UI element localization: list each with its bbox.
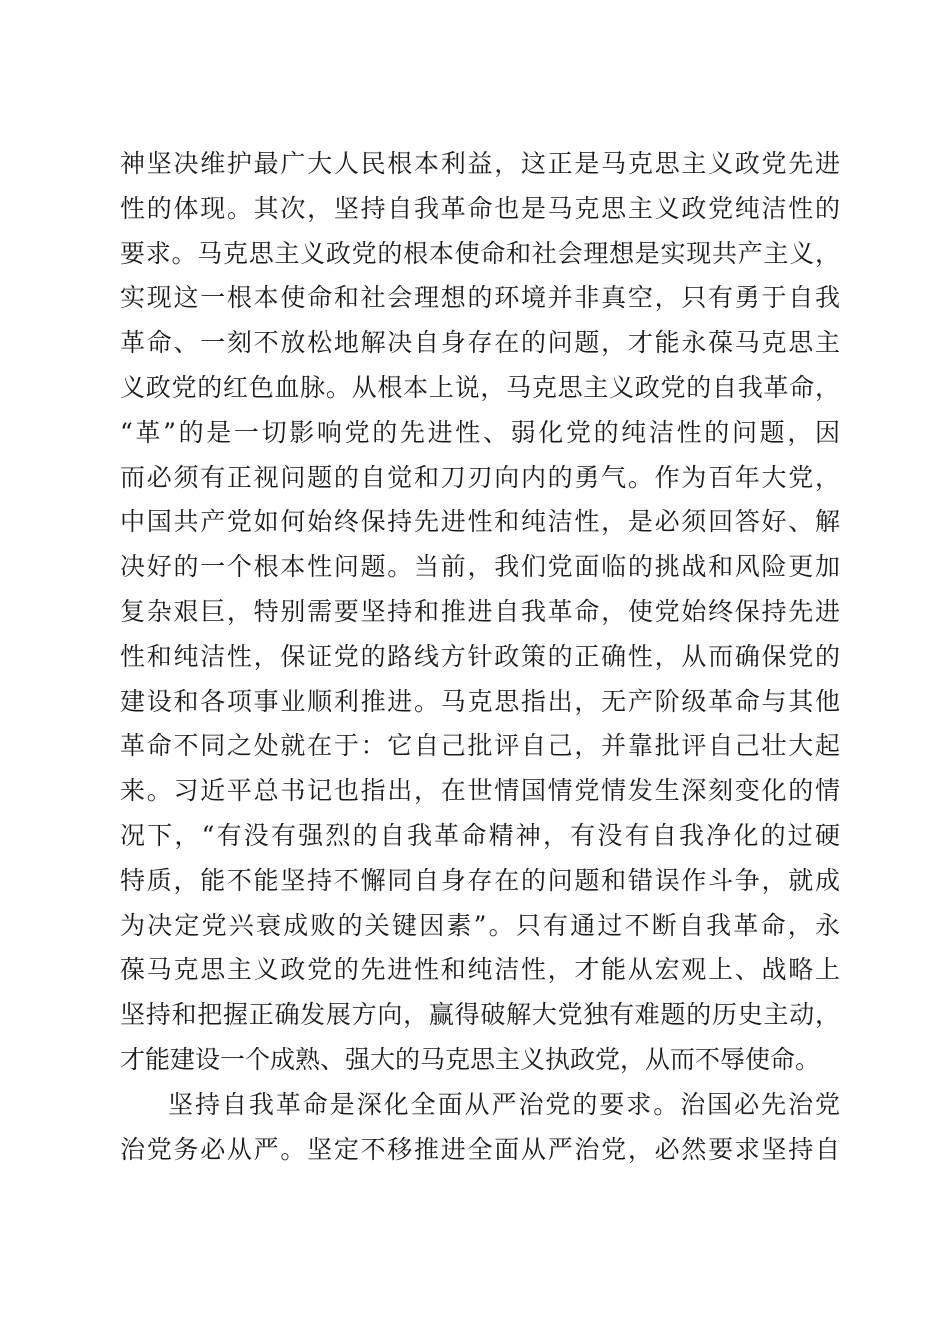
- text-line: 革命、一刻不放松地解决自身存在的问题，才能永葆马克思主: [120, 328, 840, 358]
- text-line: 义政党的红色血脉。从根本上说，马克思主义政党的自我革命，: [120, 372, 840, 402]
- text-line: 革命不同之处就在于：它自己批评自己，并靠批评自己壮大起: [120, 731, 840, 761]
- text-line: 葆马克思主义政党的先进性和纯洁性，才能从宏观上、战略上: [120, 955, 840, 985]
- text-line: 才能建设一个成熟、强大的马克思主义执政党，从而不辱使命。: [120, 1044, 821, 1074]
- text-line: 性的体现。其次，坚持自我革命也是马克思主义政党纯洁性的: [120, 193, 840, 223]
- text-line: 治党务必从严。坚定不移推进全面从严治党，必然要求坚持自: [120, 1134, 840, 1164]
- text-line: 性和纯洁性，保证党的路线方针政策的正确性，从而确保党的: [120, 641, 840, 671]
- text-line: 为决定党兴衰成败的关键因素”。只有通过不断自我革命，永: [120, 910, 840, 940]
- text-line: 况下，“有没有强烈的自我革命精神，有没有自我净化的过硬: [120, 820, 840, 850]
- text-line: 来。习近平总书记也指出，在世情国情党情发生深刻变化的情: [120, 776, 840, 806]
- body-text: [120, 142, 840, 1172]
- paragraph-first-line: 坚持自我革命是深化全面从严治党的要求。治国必先治党: [168, 1089, 840, 1119]
- text-line: 决好的一个根本性问题。当前，我们党面临的挑战和风险更加: [120, 552, 840, 582]
- text-line: 特质，能不能坚持不懈同自身存在的问题和错误作斗争，就成: [120, 865, 840, 895]
- text-line: 复杂艰巨，特别需要坚持和推进自我革命，使党始终保持先进: [120, 596, 840, 626]
- text-line: “革”的是一切影响党的先进性、弱化党的纯洁性的问题，因: [120, 417, 840, 447]
- text-line: 建设和各项事业顺利推进。马克思指出，无产阶级革命与其他: [120, 686, 840, 716]
- text-line: 要求。马克思主义政党的根本使命和社会理想是实现共产主义，: [120, 238, 840, 268]
- text-line: 神坚决维护最广大人民根本利益，这正是马克思主义政党先进: [120, 149, 840, 178]
- text-line: 中国共产党如何始终保持先进性和纯洁性，是必须回答好、解: [120, 507, 840, 537]
- text-line: 坚持和把握正确发展方向，赢得破解大党独有难题的历史主动，: [120, 1000, 840, 1030]
- text-line: 实现这一根本使命和社会理想的环境并非真空，只有勇于自我: [120, 283, 840, 313]
- text-line: 而必须有正视问题的自觉和刀刃向内的勇气。作为百年大党，: [120, 462, 840, 492]
